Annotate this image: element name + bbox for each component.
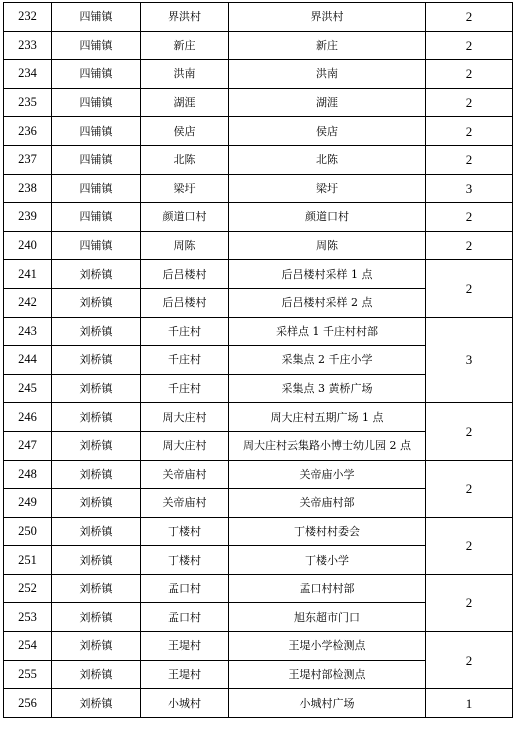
row-number-cell: 244	[4, 346, 52, 375]
town-cell: 四铺镇	[52, 174, 141, 203]
row-number-cell: 237	[4, 145, 52, 174]
town-cell: 四铺镇	[52, 3, 141, 32]
sample-count-cell: 2	[426, 145, 513, 174]
sampling-site-cell: 旭东超市门口	[229, 603, 426, 632]
village-cell: 周大庄村	[141, 403, 229, 432]
village-cell: 关帝庙村	[141, 460, 229, 489]
village-cell: 北陈	[141, 145, 229, 174]
table-row	[4, 460, 513, 489]
table-row	[4, 317, 513, 346]
town-cell: 刘桥镇	[52, 317, 141, 346]
row-number-cell: 238	[4, 174, 52, 203]
town-cell: 刘桥镇	[52, 460, 141, 489]
sampling-site-cell: 丁楼村村委会	[229, 517, 426, 546]
village-cell: 周大庄村	[141, 431, 229, 460]
sampling-site-cell: 梁圩	[229, 174, 426, 203]
town-cell: 刘桥镇	[52, 403, 141, 432]
village-cell: 千庄村	[141, 346, 229, 375]
village-cell: 周陈	[141, 231, 229, 260]
row-number-cell: 236	[4, 117, 52, 146]
sampling-site-cell: 北陈	[229, 145, 426, 174]
sample-count-cell: 3	[426, 174, 513, 203]
row-number-cell: 239	[4, 203, 52, 232]
town-cell: 刘桥镇	[52, 431, 141, 460]
town-cell: 刘桥镇	[52, 346, 141, 375]
town-cell: 四铺镇	[52, 88, 141, 117]
sampling-site-cell: 丁楼小学	[229, 546, 426, 575]
sample-count-cell: 2	[426, 60, 513, 89]
row-number-cell: 242	[4, 288, 52, 317]
village-cell: 丁楼村	[141, 517, 229, 546]
row-number-cell: 254	[4, 632, 52, 661]
sampling-site-cell: 周大庄村云集路小博士幼儿园 2 点	[229, 431, 426, 460]
table-row	[4, 60, 513, 89]
sampling-sites-table	[3, 2, 513, 718]
table-row	[4, 689, 513, 718]
sampling-site-cell: 洪南	[229, 60, 426, 89]
sample-count-cell: 2	[426, 632, 513, 689]
town-cell: 刘桥镇	[52, 374, 141, 403]
row-number-cell: 234	[4, 60, 52, 89]
sample-count-cell: 2	[426, 403, 513, 460]
sampling-site-cell: 周大庄村五期广场 1 点	[229, 403, 426, 432]
row-number-cell: 248	[4, 460, 52, 489]
sampling-site-cell: 王堤小学检测点	[229, 632, 426, 661]
row-number-cell: 235	[4, 88, 52, 117]
village-cell: 丁楼村	[141, 546, 229, 575]
village-cell: 孟口村	[141, 574, 229, 603]
town-cell: 四铺镇	[52, 117, 141, 146]
row-number-cell: 246	[4, 403, 52, 432]
sampling-site-cell: 王堤村部检测点	[229, 660, 426, 689]
town-cell: 刘桥镇	[52, 260, 141, 289]
sampling-site-cell: 湖涯	[229, 88, 426, 117]
town-cell: 四铺镇	[52, 231, 141, 260]
village-cell: 界洪村	[141, 3, 229, 32]
sampling-site-cell: 界洪村	[229, 3, 426, 32]
village-cell: 湖涯	[141, 88, 229, 117]
row-number-cell: 250	[4, 517, 52, 546]
table-row	[4, 145, 513, 174]
town-cell: 刘桥镇	[52, 517, 141, 546]
table-row	[4, 31, 513, 60]
table-row	[4, 88, 513, 117]
sample-count-cell: 2	[426, 460, 513, 517]
sample-count-cell: 2	[426, 31, 513, 60]
town-cell: 刘桥镇	[52, 288, 141, 317]
row-number-cell: 256	[4, 689, 52, 718]
village-cell: 梁圩	[141, 174, 229, 203]
table-row	[4, 403, 513, 432]
town-cell: 刘桥镇	[52, 660, 141, 689]
sample-count-cell: 2	[426, 203, 513, 232]
sampling-site-cell: 侯店	[229, 117, 426, 146]
town-cell: 刘桥镇	[52, 632, 141, 661]
town-cell: 四铺镇	[52, 203, 141, 232]
table-row	[4, 517, 513, 546]
town-cell: 刘桥镇	[52, 546, 141, 575]
town-cell: 四铺镇	[52, 60, 141, 89]
sample-count-cell: 2	[426, 231, 513, 260]
sampling-site-cell: 关帝庙村部	[229, 489, 426, 518]
sample-count-cell: 2	[426, 260, 513, 317]
row-number-cell: 249	[4, 489, 52, 518]
sampling-site-cell: 颜道口村	[229, 203, 426, 232]
table-body	[4, 3, 513, 718]
row-number-cell: 243	[4, 317, 52, 346]
sampling-site-cell: 采样点 1 千庄村村部	[229, 317, 426, 346]
sampling-site-cell: 孟口村村部	[229, 574, 426, 603]
sampling-site-cell: 后吕楼村采样 1 点	[229, 260, 426, 289]
table-row	[4, 174, 513, 203]
village-cell: 侯店	[141, 117, 229, 146]
sample-count-cell: 3	[426, 317, 513, 403]
town-cell: 刘桥镇	[52, 489, 141, 518]
village-cell: 王堤村	[141, 660, 229, 689]
village-cell: 千庄村	[141, 317, 229, 346]
village-cell: 孟口村	[141, 603, 229, 632]
row-number-cell: 252	[4, 574, 52, 603]
table-row	[4, 203, 513, 232]
sample-count-cell: 2	[426, 88, 513, 117]
town-cell: 刘桥镇	[52, 574, 141, 603]
row-number-cell: 251	[4, 546, 52, 575]
table-row	[4, 632, 513, 661]
sample-count-cell: 2	[426, 517, 513, 574]
village-cell: 关帝庙村	[141, 489, 229, 518]
sampling-site-cell: 小城村广场	[229, 689, 426, 718]
row-number-cell: 241	[4, 260, 52, 289]
sample-count-cell: 2	[426, 574, 513, 631]
village-cell: 洪南	[141, 60, 229, 89]
village-cell: 小城村	[141, 689, 229, 718]
town-cell: 四铺镇	[52, 31, 141, 60]
village-cell: 王堤村	[141, 632, 229, 661]
table-row	[4, 260, 513, 289]
sample-count-cell: 2	[426, 3, 513, 32]
sampling-site-cell: 周陈	[229, 231, 426, 260]
village-cell: 颜道口村	[141, 203, 229, 232]
village-cell: 新庄	[141, 31, 229, 60]
village-cell: 千庄村	[141, 374, 229, 403]
sample-count-cell: 2	[426, 117, 513, 146]
sampling-site-cell: 后吕楼村采样 2 点	[229, 288, 426, 317]
row-number-cell: 253	[4, 603, 52, 632]
town-cell: 刘桥镇	[52, 603, 141, 632]
row-number-cell: 240	[4, 231, 52, 260]
table-row	[4, 3, 513, 32]
row-number-cell: 245	[4, 374, 52, 403]
village-cell: 后吕楼村	[141, 288, 229, 317]
sampling-site-cell: 关帝庙小学	[229, 460, 426, 489]
sampling-site-cell: 新庄	[229, 31, 426, 60]
table-row	[4, 231, 513, 260]
row-number-cell: 233	[4, 31, 52, 60]
table-row	[4, 117, 513, 146]
town-cell: 四铺镇	[52, 145, 141, 174]
row-number-cell: 232	[4, 3, 52, 32]
row-number-cell: 247	[4, 431, 52, 460]
sampling-site-cell: 采集点 3 黄桥广场	[229, 374, 426, 403]
village-cell: 后吕楼村	[141, 260, 229, 289]
sample-count-cell: 1	[426, 689, 513, 718]
row-number-cell: 255	[4, 660, 52, 689]
town-cell: 刘桥镇	[52, 689, 141, 718]
table-row	[4, 574, 513, 603]
sampling-site-cell: 采集点 2 千庄小学	[229, 346, 426, 375]
